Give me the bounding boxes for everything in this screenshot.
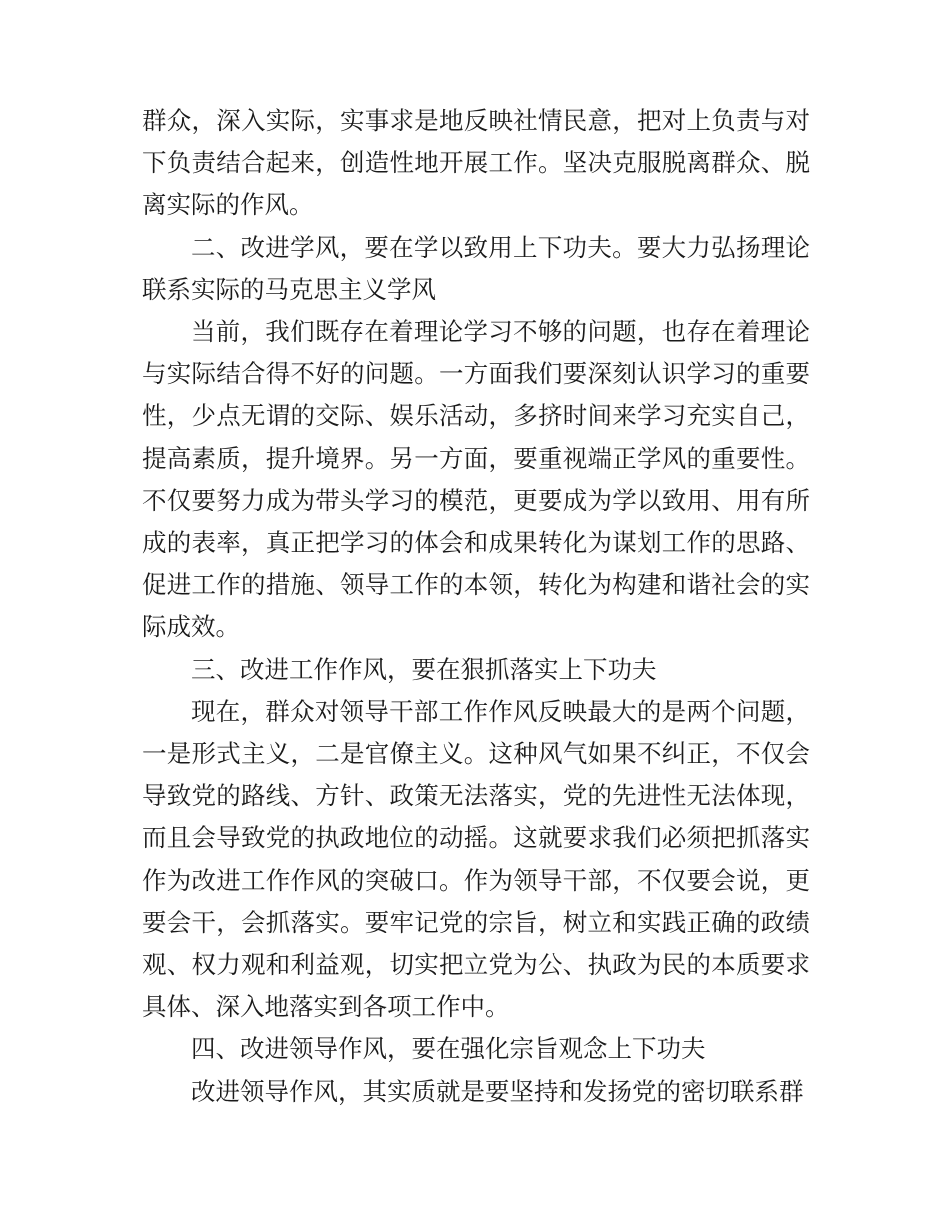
heading-section-3: 三、改进工作作风，要在狠抓落实上下功夫 <box>191 654 657 684</box>
paragraph-leadership-style: 改进领导作风，其实质就是要坚持和发扬党的密切联系群 <box>191 1076 804 1106</box>
paragraph-work-style: 现在，群众对领导干部工作作风反映最大的是两个问题，一是形式主义，二是官僚主义。这种风气如果不纠正，不仅会导致党的路线、方针、政策无法落实，党的先进性无法体现，而且会导致党的执政地位的动摇。这就要求我们必须把抓落实作为改进工作作风的突破口。作为领导干部，不仅要会说，更要会干，会抓落实。要牢记党的宗旨，树立和实践正确的政绩观、权力观和利益观，切实把立党为公、执政为民的本质要求具体、深入地落实到各项工作中。 <box>142 696 810 1022</box>
paragraph-continuation: 群众，深入实际，实事求是地反映社情民意，把对上负责与对下负责结合起来，创造性地开展工作。坚决克服脱离群众、脱离实际的作风。 <box>142 106 810 220</box>
paragraph-study-style: 当前，我们既存在着理论学习不够的问题，也存在着理论与实际结合得不好的问题。一方面我们要深刻认识学习的重要性，少点无谓的交际、娱乐活动，多挤时间来学习充实自己，提高素质，提升境界。另一方面，要重视端正学风的重要性。不仅要努力成为带头学习的模范，更要成为学以致用、用有所成的表率，真正把学习的体会和成果转化为谋划工作的思路、促进工作的措施、领导工作的本领，转化为构建和谐社会的实际成效。 <box>142 317 810 642</box>
heading-section-2: 二、改进学风，要在学以致用上下功夫。要大力弘扬理论联系实际的马克思主义学风 <box>142 232 810 304</box>
document-page <box>142 100 810 1113</box>
heading-section-4: 四、改进领导作风，要在强化宗旨观念上下功夫 <box>191 1034 706 1064</box>
